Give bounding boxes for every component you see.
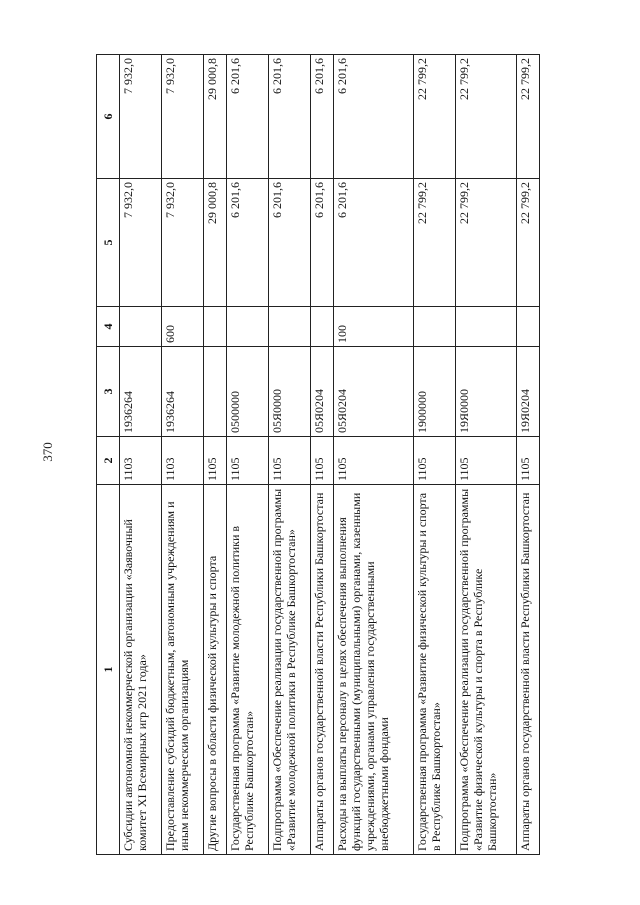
row-amount: 29 000,8 — [204, 179, 227, 307]
row-section-code: 1105 — [204, 437, 227, 485]
header-cell: 5 — [97, 179, 120, 307]
page-number: 370 — [40, 442, 55, 462]
row-amount: 22 799,2 — [455, 179, 516, 307]
row-target-code: 05Я0204 — [334, 347, 414, 437]
row-amount: 6 201,6 — [227, 179, 269, 307]
row-expense-type — [516, 307, 539, 347]
row-target-code: 19Я0204 — [516, 347, 539, 437]
row-target-code — [204, 347, 227, 437]
row-amount-total: 6 201,6 — [311, 55, 334, 179]
row-amount-total: 6 201,6 — [227, 55, 269, 179]
row-amount: 22 799,2 — [413, 179, 455, 307]
row-description: Аппараты органов государственной власти Республики Башкортостан — [311, 485, 334, 855]
row-amount-total: 6 201,6 — [334, 55, 414, 179]
header-cell: 6 — [97, 55, 120, 179]
row-section-code: 1105 — [227, 437, 269, 485]
row-target-code: 0500000 — [227, 347, 269, 437]
budget-table — [96, 54, 540, 855]
row-description: Подпрограмма «Обеспечение реализации государственной программы «Развитие молодежной политики в Республике Башкортостан» — [269, 485, 311, 855]
table-row — [311, 55, 334, 855]
header-cell: 2 — [97, 437, 120, 485]
table-row — [227, 55, 269, 855]
row-amount-total: 22 799,2 — [516, 55, 539, 179]
table-row — [455, 55, 516, 855]
row-section-code: 1105 — [516, 437, 539, 485]
row-amount: 7 932,0 — [162, 179, 204, 307]
row-expense-type — [413, 307, 455, 347]
row-amount: 22 799,2 — [516, 179, 539, 307]
row-expense-type — [204, 307, 227, 347]
table-row — [516, 55, 539, 855]
row-expense-type — [311, 307, 334, 347]
row-amount: 6 201,6 — [334, 179, 414, 307]
row-amount-total: 7 932,0 — [120, 55, 162, 179]
row-expense-type: 100 — [334, 307, 414, 347]
row-expense-type — [227, 307, 269, 347]
header-cell: 4 — [97, 307, 120, 347]
table-row — [204, 55, 227, 855]
row-section-code: 1103 — [120, 437, 162, 485]
row-expense-type — [269, 307, 311, 347]
table-row — [120, 55, 162, 855]
row-section-code: 1105 — [269, 437, 311, 485]
row-description: Предоставление субсидий бюджетным, автономным учреждениям и иным некоммерческим организациям — [162, 485, 204, 855]
row-target-code: 05Я0204 — [311, 347, 334, 437]
row-amount: 7 932,0 — [120, 179, 162, 307]
row-amount-total: 7 932,0 — [162, 55, 204, 179]
table-row — [269, 55, 311, 855]
row-description: Субсидии автономной некоммерческой организации «Заявочный комитет XI Всемирных игр 2021 года» — [120, 485, 162, 855]
row-section-code: 1105 — [311, 437, 334, 485]
row-description: Расходы на выплаты персоналу в целях обеспечения выполнения функций государственными (муниципальными) органами, казенными учреждениями, органами управления государственными внебюджетными фондами — [334, 485, 414, 855]
row-expense-type — [455, 307, 516, 347]
row-expense-type: 600 — [162, 307, 204, 347]
row-amount-total: 6 201,6 — [269, 55, 311, 179]
row-amount-total: 29 000,8 — [204, 55, 227, 179]
row-description: Государственная программа «Развитие молодежной политики в Республике Башкортостан» — [227, 485, 269, 855]
row-amount: 6 201,6 — [311, 179, 334, 307]
header-row — [97, 55, 120, 855]
row-description: Государственная программа «Развитие физической культуры и спорта в Республике Башкортостан» — [413, 485, 455, 855]
table-row — [413, 55, 455, 855]
row-target-code: 1900000 — [413, 347, 455, 437]
row-expense-type — [120, 307, 162, 347]
table-row — [162, 55, 204, 855]
row-amount: 6 201,6 — [269, 179, 311, 307]
row-section-code: 1105 — [413, 437, 455, 485]
rotated-table-container — [96, 55, 540, 855]
header-cell: 1 — [97, 485, 120, 855]
row-target-code: 1936264 — [120, 347, 162, 437]
row-section-code: 1105 — [455, 437, 516, 485]
row-section-code: 1103 — [162, 437, 204, 485]
row-amount-total: 22 799,2 — [455, 55, 516, 179]
row-target-code: 05Я0000 — [269, 347, 311, 437]
row-section-code: 1105 — [334, 437, 414, 485]
table-row — [334, 55, 414, 855]
row-description: Подпрограмма «Обеспечение реализации государственной программы «Развитие физической культуры и спорта в Республике Башкортостан» — [455, 485, 516, 855]
row-target-code: 1936264 — [162, 347, 204, 437]
row-description: Аппараты органов государственной власти Республики Башкортостан — [516, 485, 539, 855]
row-target-code: 19Я0000 — [455, 347, 516, 437]
header-cell: 3 — [97, 347, 120, 437]
row-description: Другие вопросы в области физической культуры и спорта — [204, 485, 227, 855]
row-amount-total: 22 799,2 — [413, 55, 455, 179]
